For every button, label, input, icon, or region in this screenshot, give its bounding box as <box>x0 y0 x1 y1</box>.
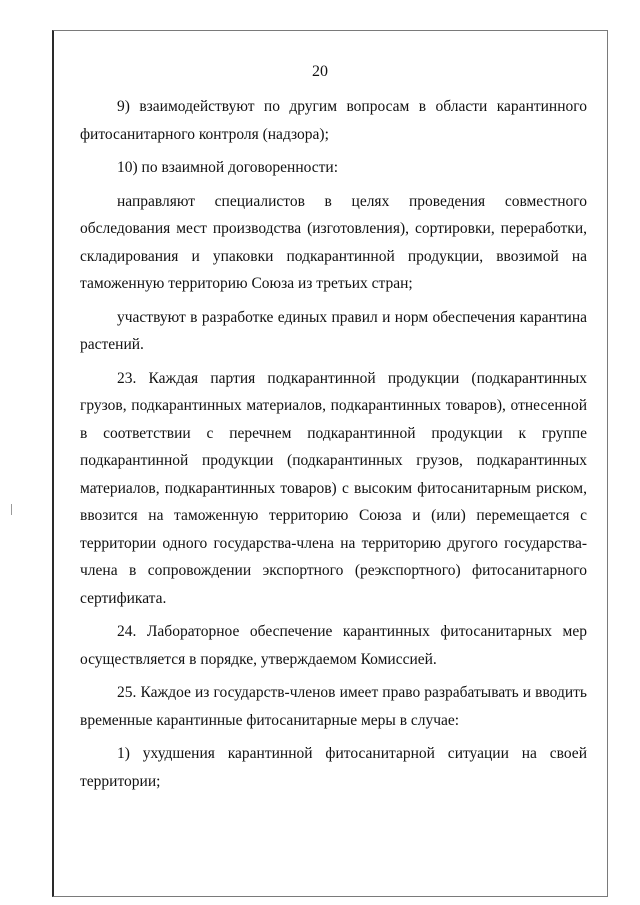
paragraph-item-10: 10) по взаимной договоренности: <box>117 159 339 176</box>
document-body <box>80 93 587 795</box>
paragraph-23: 23. Каждая партия подкарантинной продукции (подкарантинных грузов, подкарантинных материалов, подкарантинных товаров), отнесенной в соответствии с перечнем подкарантинной продукции к группе подкарантинной продукции (подкарантинных грузов, подкарантинных материалов, подкарантинных товаров) с высоким фитосанитарным риском, ввозится на таможенную территорию Союза и (или) перемещается с территории одного государства-члена на территорию другого государства-члена в сопровождении экспортного (реэкспортного) фитосанитарного сертификата. <box>80 369 587 607</box>
paragraph-25-item-1: 1) ухудшения карантинной фитосанитарной ситуации на своей территории; <box>80 745 587 790</box>
paragraph-participate-rules: участвуют в разработке единых правил и норм обеспечения карантина растений. <box>80 308 587 353</box>
scan-mark <box>11 504 12 515</box>
page-number: 20 <box>312 63 328 80</box>
paragraph-25: 25. Каждое из государств-членов имеет право разрабатывать и вводить временные карантинные фитосанитарные меры в случае: <box>80 684 587 729</box>
paragraph-24: 24. Лабораторное обеспечение карантинных фитосанитарных мер осуществляется в порядке, утверждаемом Комиссией. <box>80 623 587 668</box>
paragraph-send-specialists: направляют специалистов в целях проведения совместного обследования мест производства (изготовления), сортировки, переработки, складирования и упаковки подкарантинной продукции, ввозимой на таможенную территорию Союза из третьих стран; <box>80 192 587 292</box>
paragraph-item-9: 9) взаимодействуют по другим вопросам в области карантинного фитосанитарного контроля (надзора); <box>80 98 587 143</box>
